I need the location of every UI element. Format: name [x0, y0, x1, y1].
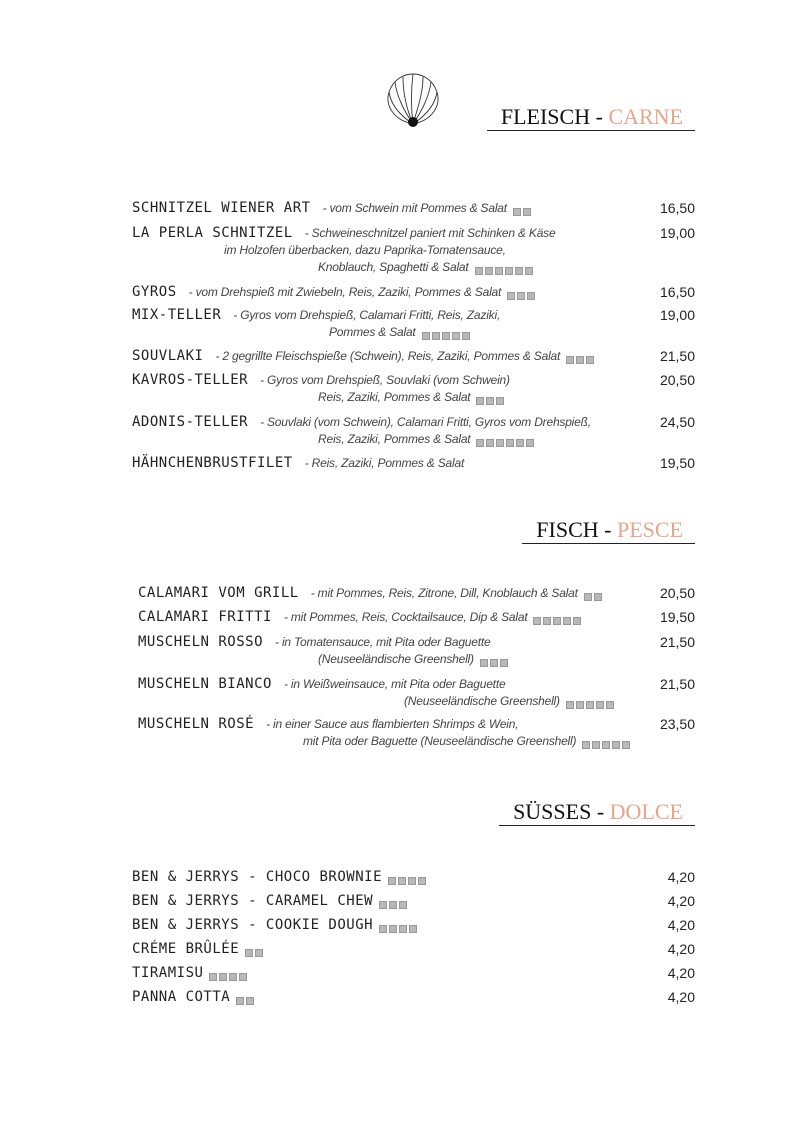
menu-item-price: 19,50 [659, 455, 695, 471]
menu-item-name: KAVROS-TELLER [132, 372, 249, 388]
menu-item-line [224, 242, 506, 258]
allergen-square-icon [452, 332, 460, 340]
allergen-square-icon [516, 439, 524, 447]
allergen-square-icon [526, 439, 534, 447]
menu-item-name: ADONIS-TELLER [132, 414, 249, 430]
allergen-square-icon [553, 617, 561, 625]
allergen-square-icon [517, 292, 525, 300]
section-title: FISCH [536, 517, 599, 542]
menu-item-line [132, 348, 596, 364]
allergen-icons [422, 328, 472, 336]
allergen-square-icon [576, 701, 584, 709]
menu-item-price: 20,50 [659, 372, 695, 388]
menu-item-line [138, 634, 491, 650]
menu-item-line [132, 893, 409, 909]
menu-item-line [132, 455, 464, 471]
section-separator: - [590, 104, 609, 129]
allergen-square-icon [432, 332, 440, 340]
menu-item-line [404, 693, 616, 709]
allergen-square-icon [533, 617, 541, 625]
menu-item-price: 4,20 [667, 941, 695, 957]
menu-item-description: mit Pita oder Baguette (Neuseeländische Greenshell) [303, 734, 577, 748]
menu-item-name: MIX-TELLER [132, 307, 222, 323]
allergen-square-icon [566, 356, 574, 364]
allergen-square-icon [563, 617, 571, 625]
allergen-square-icon [480, 659, 488, 667]
menu-item-line [132, 989, 256, 1005]
menu-item-name: SOUVLAKI [132, 348, 204, 364]
menu-item-line [132, 917, 419, 933]
menu-item-description: Knoblauch, Spaghetti & Salat [318, 260, 469, 274]
menu-item-line [132, 284, 537, 300]
allergen-square-icon [612, 741, 620, 749]
allergen-square-icon [399, 925, 407, 933]
menu-item-price: 4,20 [667, 917, 695, 933]
allergen-icons [379, 897, 409, 905]
menu-item-name: LA PERLA SCHNITZEL [132, 225, 293, 241]
allergen-icons [566, 352, 596, 360]
allergen-square-icon [246, 997, 254, 1005]
menu-item-description: - in einer Sauce aus flambierten Shrimps & Wein, [266, 717, 519, 731]
allergen-square-icon [584, 593, 592, 601]
menu-item-line [318, 651, 510, 667]
allergen-square-icon [442, 332, 450, 340]
allergen-square-icon [594, 593, 602, 601]
menu-item-price: 4,20 [667, 869, 695, 885]
allergen-square-icon [255, 949, 263, 957]
menu-item-description: Reis, Zaziki, Pommes & Salat [318, 432, 471, 446]
allergen-square-icon [505, 267, 513, 275]
section-header-suesses [499, 799, 695, 826]
allergen-square-icon [496, 439, 504, 447]
menu-item-price: 24,50 [659, 414, 695, 430]
menu-item-name: BEN & JERRYS - CARAMEL CHEW [132, 893, 374, 909]
menu-item-description: - vom Schwein mit Pommes & Salat [322, 201, 507, 215]
allergen-icons [209, 969, 249, 977]
section-subtitle: DOLCE [609, 799, 683, 824]
menu-item-description: (Neuseeländische Greenshell) [404, 694, 560, 708]
menu-item-price: 20,50 [659, 585, 695, 601]
allergen-icons [245, 945, 265, 953]
menu-item-line [132, 414, 591, 430]
allergen-icons [507, 288, 537, 296]
allergen-square-icon [485, 267, 493, 275]
allergen-square-icon [622, 741, 630, 749]
menu-item-name: HÄHNCHENBRUSTFILET [132, 455, 293, 471]
menu-item-description: - Gyros vom Drehspieß, Souvlaki (vom Schwein) [260, 373, 510, 387]
allergen-square-icon [398, 877, 406, 885]
allergen-square-icon [379, 901, 387, 909]
menu-item-description: - vom Drehspieß mit Zwiebeln, Reis, Zaziki, Pommes & Salat [188, 285, 502, 299]
allergen-icons [582, 737, 632, 745]
allergen-square-icon [475, 267, 483, 275]
allergen-square-icon [496, 397, 504, 405]
menu-item-price: 4,20 [667, 989, 695, 1005]
menu-item-description: Reis, Zaziki, Pommes & Salat [318, 390, 471, 404]
allergen-square-icon [209, 973, 217, 981]
menu-item-line [318, 259, 535, 275]
menu-item-price: 4,20 [667, 965, 695, 981]
menu-item-line [138, 716, 518, 732]
allergen-square-icon [476, 397, 484, 405]
allergen-square-icon [495, 267, 503, 275]
menu-item-line [303, 733, 632, 749]
allergen-icons [379, 921, 419, 929]
section-header-fleisch [487, 104, 695, 131]
allergen-icons [480, 655, 510, 663]
section-header-fisch [522, 517, 695, 544]
menu-item-name: CRÉME BRÛLÉE [132, 941, 240, 957]
allergen-square-icon [500, 659, 508, 667]
allergen-icons [476, 435, 536, 443]
allergen-square-icon [388, 877, 396, 885]
allergen-square-icon [389, 901, 397, 909]
menu-item-description: - 2 gegrillte Fleischspieße (Schwein), Reis, Zaziki, Pommes & Salat [215, 349, 561, 363]
allergen-square-icon [576, 356, 584, 364]
menu-item-line [318, 431, 536, 447]
allergen-square-icon [543, 617, 551, 625]
allergen-icons [476, 393, 506, 401]
allergen-square-icon [525, 267, 533, 275]
allergen-square-icon [418, 877, 426, 885]
allergen-icons [533, 613, 583, 621]
menu-item-name: CALAMARI VOM GRILL [138, 585, 299, 601]
allergen-square-icon [239, 973, 247, 981]
allergen-square-icon [486, 397, 494, 405]
allergen-square-icon [462, 332, 470, 340]
menu-item-description: - in Weißweinsauce, mit Pita oder Baguette [283, 677, 506, 691]
allergen-square-icon [236, 997, 244, 1005]
menu-item-name: BEN & JERRYS - COOKIE DOUGH [132, 917, 374, 933]
menu-item-description: (Neuseeländische Greenshell) [318, 652, 474, 666]
menu-item-description: - mit Pommes, Reis, Cocktailsauce, Dip & Salat [283, 610, 528, 624]
allergen-square-icon [566, 701, 574, 709]
menu-item-price: 16,50 [659, 284, 695, 300]
allergen-square-icon [486, 439, 494, 447]
menu-item-description: im Holzofen überbacken, dazu Paprika-Tomatensauce, [224, 243, 506, 257]
section-separator: - [598, 517, 617, 542]
menu-item-price: 19,50 [659, 609, 695, 625]
allergen-square-icon [409, 925, 417, 933]
menu-item-description: - mit Pommes, Reis, Zitrone, Dill, Knoblauch & Salat [310, 586, 578, 600]
section-subtitle: CARNE [608, 104, 683, 129]
menu-item-price: 4,20 [667, 893, 695, 909]
allergen-icons [388, 873, 428, 881]
allergen-square-icon [592, 741, 600, 749]
allergen-square-icon [515, 267, 523, 275]
allergen-square-icon [506, 439, 514, 447]
menu-item-line [132, 225, 555, 241]
allergen-square-icon [586, 701, 594, 709]
menu-item-price: 21,50 [659, 676, 695, 692]
allergen-icons [236, 993, 256, 1001]
menu-item-description: - Gyros vom Drehspieß, Calamari Fritti, Reis, Zaziki, [233, 308, 501, 322]
scallop-shell-icon [383, 70, 443, 130]
menu-item-description: - Reis, Zaziki, Pommes & Salat [304, 456, 465, 470]
allergen-square-icon [490, 659, 498, 667]
allergen-square-icon [602, 741, 610, 749]
menu-item-description: - Souvlaki (vom Schwein), Calamari Fritti, Gyros vom Drehspieß, [260, 415, 591, 429]
menu-item-description: Pommes & Salat [329, 325, 416, 339]
menu-item-name: SCHNITZEL WIENER ART [132, 200, 311, 216]
allergen-square-icon [389, 925, 397, 933]
menu-item-name: CALAMARI FRITTI [138, 609, 272, 625]
menu-item-name: PANNA COTTA [132, 989, 231, 1005]
allergen-square-icon [507, 292, 515, 300]
menu-item-name: MUSCHELN BIANCO [138, 676, 272, 692]
allergen-square-icon [245, 949, 253, 957]
allergen-square-icon [606, 701, 614, 709]
allergen-square-icon [219, 973, 227, 981]
allergen-square-icon [527, 292, 535, 300]
menu-item-line [132, 307, 500, 323]
menu-item-price: 19,00 [659, 307, 695, 323]
allergen-square-icon [586, 356, 594, 364]
menu-item-line [138, 609, 583, 625]
menu-item-line [318, 389, 506, 405]
section-title: FLEISCH [500, 104, 591, 129]
section-subtitle: PESCE [616, 517, 683, 542]
allergen-square-icon [399, 901, 407, 909]
menu-item-line [132, 965, 249, 981]
menu-item-price: 19,00 [659, 225, 695, 241]
section-title: SÜSSES [513, 799, 592, 824]
menu-item-line [138, 585, 604, 601]
menu-item-price: 21,50 [659, 634, 695, 650]
section-separator: - [591, 799, 610, 824]
allergen-square-icon [596, 701, 604, 709]
menu-item-description: - Schweineschnitzel paniert mit Schinken & Käse [304, 226, 556, 240]
allergen-icons [584, 589, 604, 597]
allergen-square-icon [422, 332, 430, 340]
menu-item-price: 23,50 [659, 716, 695, 732]
allergen-square-icon [476, 439, 484, 447]
menu-item-price: 21,50 [659, 348, 695, 364]
allergen-square-icon [582, 741, 590, 749]
allergen-icons [566, 697, 616, 705]
allergen-square-icon [573, 617, 581, 625]
menu-item-line [132, 941, 265, 957]
menu-item-price: 16,50 [659, 200, 695, 216]
menu-item-description: - in Tomatensauce, mit Pita oder Baguette [275, 635, 491, 649]
menu-item-name: GYROS [132, 284, 177, 300]
menu-item-line [132, 869, 428, 885]
allergen-icons [475, 263, 535, 271]
menu-item-name: MUSCHELN ROSSO [138, 634, 264, 650]
allergen-square-icon [229, 973, 237, 981]
allergen-square-icon [513, 208, 521, 216]
menu-item-name: TIRAMISU [132, 965, 204, 981]
menu-item-name: BEN & JERRYS - CHOCO BROWNIE [132, 869, 383, 885]
allergen-icons [513, 204, 533, 212]
menu-item-line [132, 200, 533, 216]
menu-item-line [329, 324, 472, 340]
menu-item-line [138, 676, 505, 692]
allergen-square-icon [523, 208, 531, 216]
menu-item-line [132, 372, 510, 388]
allergen-square-icon [379, 925, 387, 933]
allergen-square-icon [408, 877, 416, 885]
menu-item-name: MUSCHELN ROSÉ [138, 716, 255, 732]
